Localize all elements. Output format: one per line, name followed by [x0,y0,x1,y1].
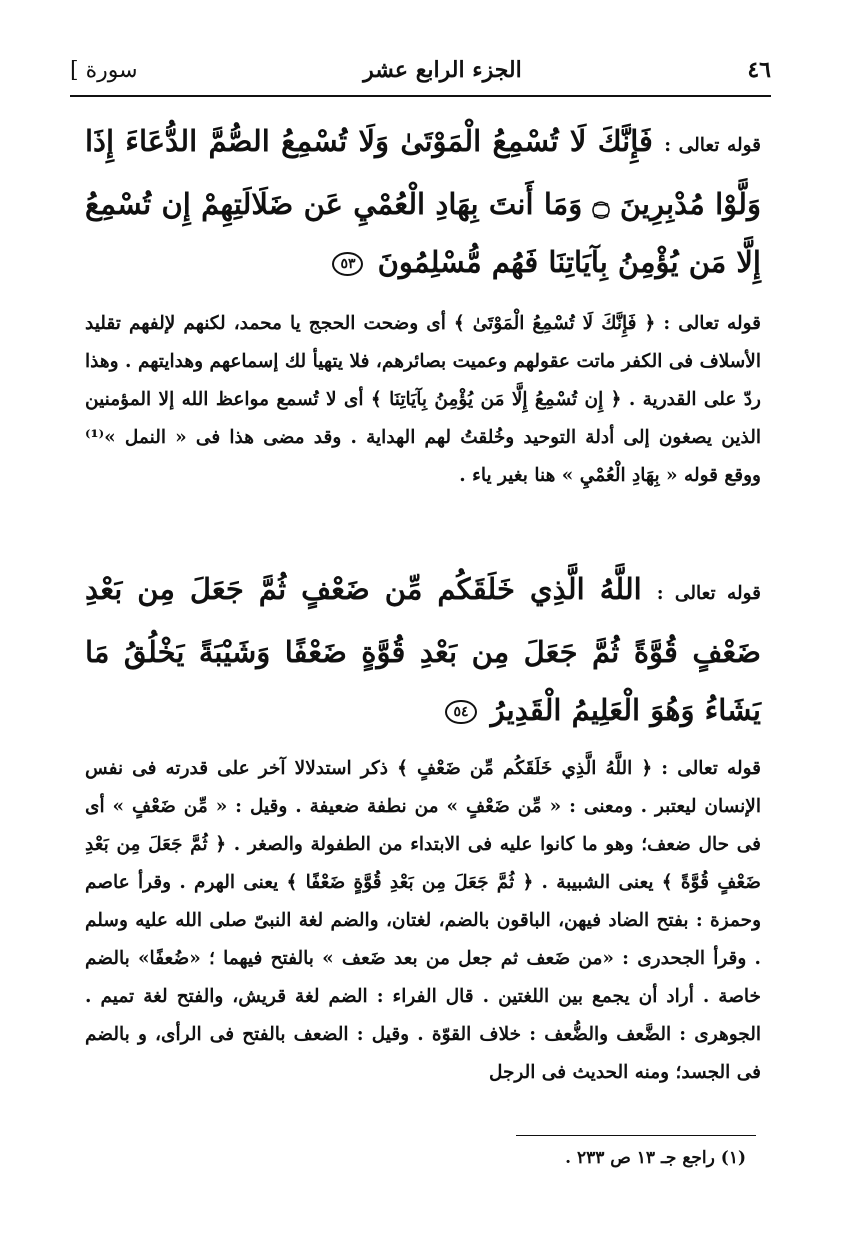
verse-text: اللَّهُ الَّذِي خَلَقَكُم مِّن ضَعْفٍ ثُمَّ جَعَلَ مِن بَعْدِ ضَعْفٍ قُوَّةً ثُمَّ جَعَلَ مِن بَعْدِ قُوَّةٍ ضَعْفًا وَشَيْبَةً يَخْلُقُ مَا يَشَاءُ وَهُوَ الْعَلِيمُ الْقَدِيرُ [85,572,761,727]
verse-block-2 [85,560,761,739]
page-number: ٤٦ [747,57,771,83]
ayah-number-marker: ٥٣ [332,252,363,276]
part-title: الجزء الرابع عشر [363,57,522,83]
surah-label: [ سورة [70,57,138,83]
verse-lead: قوله تعالى : [664,135,761,156]
header-rule [70,95,771,97]
commentary-block-2 [85,750,761,1092]
verse-lead: قوله تعالى : [656,583,761,604]
footnote: (١) راجع جـ ١٣ ص ٢٣٣ . [565,1148,746,1168]
commentary-block-1 [85,305,761,495]
footnote-rule [516,1135,756,1136]
verse-block-1 [85,112,761,291]
ayah-number-marker: ٥٤ [445,700,476,724]
verse-text: فَإِنَّكَ لَا تُسْمِعُ الْمَوْتَىٰ وَلَا تُسْمِعُ الصُّمَّ الدُّعَاءَ إِذَا وَلَّوْا مُدْبِرِينَ ۝ وَمَا أَنتَ بِهَادِ الْعُمْيِ عَن ضَلَالَتِهِمْ إِن تُسْمِعُ إِلَّا مَن يُؤْمِنُ بِآيَاتِنَا فَهُم مُّسْلِمُونَ [85,124,761,279]
commentary-text: قوله تعالى : ﴿ فَإِنَّكَ لَا تُسْمِعُ الْمَوْتَىٰ ﴾ أى وضحت الحجج يا محمد، لكنهم لإلفهم تقليد الأسلاف فى الكفر ماتت عقولهم وعميت بصائرهم، فلا يتهيأ لك إسماعهم وهدايتهم . وهذا ردّ على القدرية . ﴿ إِن تُسْمِعُ إِلَّا مَن يُؤْمِنُ بِآيَاتِنَا ﴾ أى لا تُسمع مواعظ الله إلا المؤمنين الذين يصغون إلى أدلة التوحيد وخُلقتُ لهم الهداية . وقد مضى هذا فى « النمل »⁽¹⁾ ووقع قوله « بِهَادِ الْعُمْيِ » هنا بغير ياء . [85,313,761,486]
page-header [70,48,771,92]
commentary-text: قوله تعالى : ﴿ اللَّهُ الَّذِي خَلَقَكُم مِّن ضَعْفٍ ﴾ ذكر استدلالا آخر على قدرته فى نفس الإنسان ليعتبر . ومعنى : « مِّن ضَعْفٍ » من نطفة ضعيفة . وقيل : « مِّن ضَعْفٍ » أى فى حال ضعف؛ وهو ما كانوا عليه فى الابتداء من الطفولة والصغر . ﴿ ثُمَّ جَعَلَ مِن بَعْدِ ضَعْفٍ قُوَّةً ﴾ يعنى الشبيبة . ﴿ ثُمَّ جَعَلَ مِن بَعْدِ قُوَّةٍ ضَعْفًا ﴾ يعنى الهرم . وقرأ عاصم وحمزة : بفتح الضاد فيهن، الباقون بالضم، لغتان، والضم لغة النبىّ صلى الله عليه وسلم . وقرأ الجحدرى : «من ضَعف ثم جعل من بعد ضَعف » بالفتح فيهما ؛ «ضُعفًا» بالضم خاصة . أراد أن يجمع بين اللغتين . قال الفراء : الضم لغة قريش، والفتح لغة تميم . الجوهرى : الضَّعف والضُّعف : خلاف القوّة . وقيل : الضعف بالفتح فى الرأى، و بالضم فى الجسد؛ ومنه الحديث فى الرجل [85,758,761,1083]
